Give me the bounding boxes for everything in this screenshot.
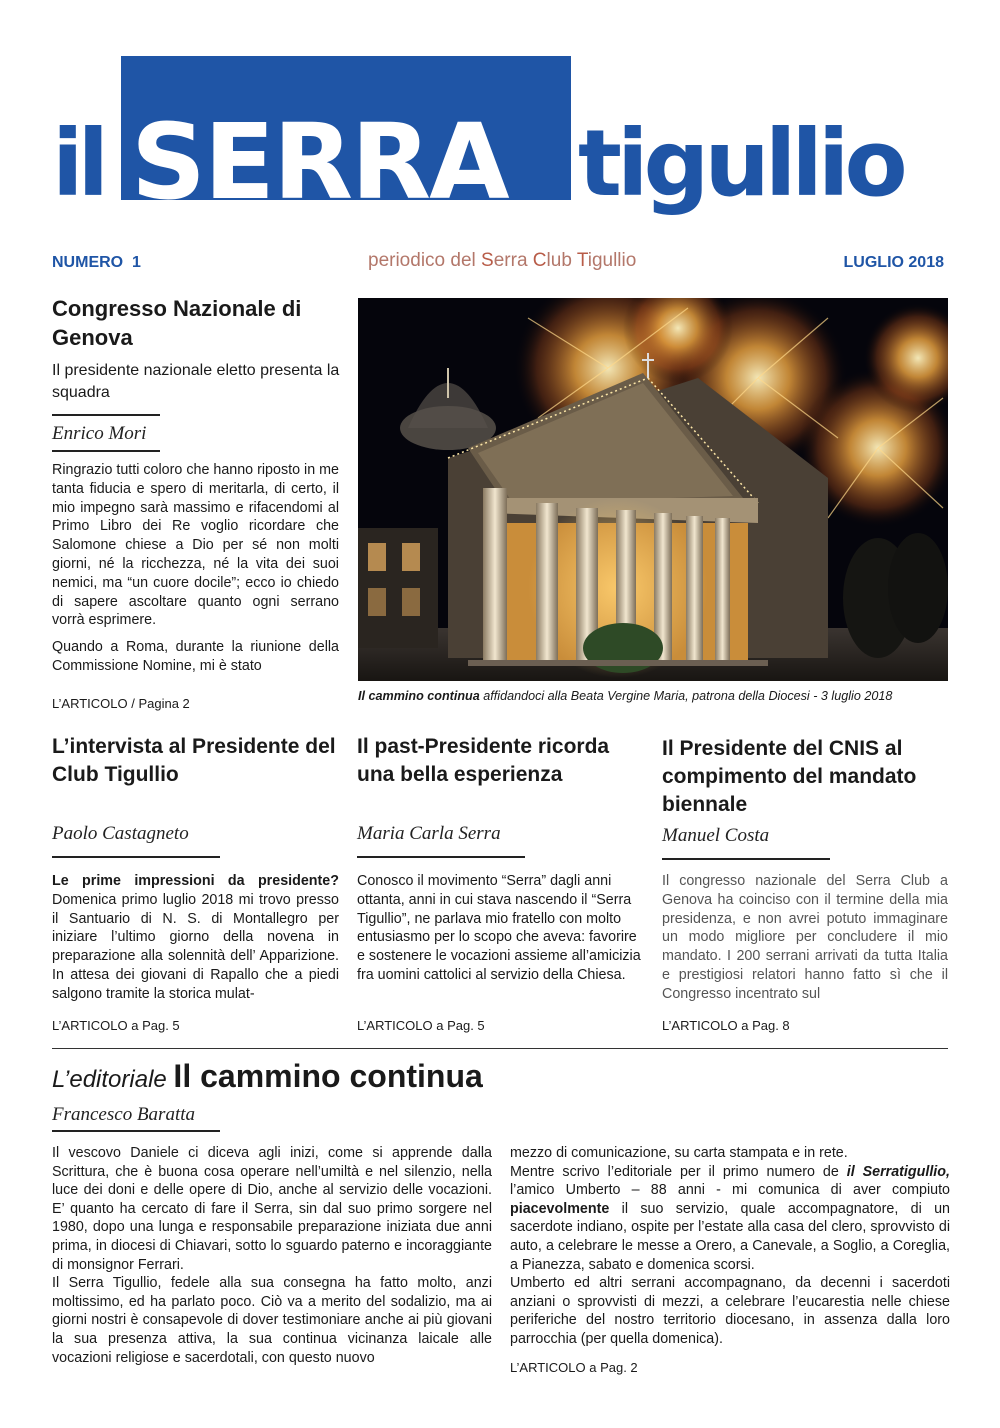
photo-illustration bbox=[358, 298, 948, 681]
col1-author: Paolo Castagneto bbox=[52, 823, 189, 844]
lead-rule-bottom bbox=[52, 450, 160, 452]
tagline-part: erra bbox=[493, 250, 533, 271]
lead-rule bbox=[52, 414, 160, 416]
editorial-author: Francesco Baratta bbox=[52, 1104, 196, 1125]
col1-lead-question: Le prime impressioni da presidente? bbox=[52, 873, 339, 889]
editorial-rule bbox=[52, 1130, 220, 1132]
col3-author: Manuel Costa bbox=[662, 825, 770, 846]
tagline bbox=[368, 250, 636, 272]
editorial-emphasis: piacevolmente bbox=[510, 1200, 610, 1217]
issue-number: NUMERO 1 bbox=[52, 254, 141, 271]
col3-body: Il congresso nazionale del Serra Club a Genova ha coinciso con il termine della mia presidenza, e non avrei potuto immaginare un modo migliore per concludere il mio mandato. I 200 serrani arrivati da tutta Italia e prestigiosi relatori hanno fatto sì che il Congresso incentrato sul bbox=[662, 873, 948, 1002]
cathedral-fireworks-photo bbox=[358, 298, 948, 681]
caption-text: affidandoci alla Beata Vergine Maria, patrona della Diocesi - 3 luglio 2018 bbox=[479, 689, 893, 703]
editorial-left-column bbox=[52, 1144, 492, 1384]
lead-subhead: Il presidente nazionale eletto presenta la squadra bbox=[52, 362, 340, 401]
tagline-part: periodico del bbox=[368, 250, 482, 271]
editorial-kicker: L’editoriale bbox=[52, 1066, 174, 1093]
col2-rule bbox=[357, 856, 525, 858]
caption-bold: Il cammino continua bbox=[358, 689, 480, 703]
col3-continue-link[interactable]: L’ARTICOLO a Pag. 8 bbox=[662, 1018, 790, 1033]
lead-headline: Congresso Nazionale di Genova bbox=[52, 296, 302, 350]
lead-body bbox=[52, 461, 339, 679]
col1-headline: L’intervista al Presidente del Club Tigullio bbox=[52, 735, 336, 786]
col2-body: Conosco il movimento “Serra” dagli anni ottanta, anni in cui stava nascendo il “Serra Tigullio”, ne parlava mio fratello con molto entusiasmo per lo scopo che aveva: favorire e sostenere le vocazioni assieme all’amicizia fra uomini cattolici al servizio della Chiesa. bbox=[357, 873, 641, 983]
editorial-text: l’amico Umberto – 88 anni - mi comunica di aver compiuto bbox=[510, 1182, 950, 1199]
col3-headline: Il Presidente del CNIS al compimento del mandato biennale bbox=[662, 737, 917, 816]
editorial-title bbox=[52, 1058, 483, 1095]
tagline-part: C bbox=[532, 250, 547, 271]
editorial-headline: Il cammino continua bbox=[173, 1058, 483, 1094]
masthead-il: il bbox=[52, 110, 104, 217]
editorial-paragraph: Il Serra Tigullio, fedele alla sua consegna ha fatto molto, anzi moltissimo, ed ha parlato poco. Ciò va a merito del sodalizio, ma ai giorni nostri è consapevole di dover testimoniare anche ai più giovani la sua presenza attiva, la sua continua vicinanza laicale alle vocazioni religiose e sacerdotali, con questo nuovo bbox=[52, 1275, 492, 1366]
col1-text: Domenica primo luglio 2018 mi trovo presso il Santuario di N. S. di Montallegro per iniziare l’ultimo giorno della novena in preparazione alla solennità dell’ Apparizione. In attesa dei giovani di Rapallo che a piedi salgono tramite la storica mulat- bbox=[52, 891, 339, 1002]
col1-rule bbox=[52, 856, 220, 858]
editorial-paragraph: Umberto ed altri serrani accompagnano, da decenni i sacerdoti anziani o sprovvisti di mezzi, a celebrare l’eucarestia nelle chiese periferiche del nostro territorio diocesano, in assenza dalla loro parrocchia (per quella domenica). bbox=[510, 1275, 950, 1347]
editorial-continue-link[interactable]: L’ARTICOLO a Pag. 2 bbox=[510, 1360, 638, 1375]
col2-author: Maria Carla Serra bbox=[357, 823, 501, 844]
editorial-text: Mentre scrivo l’editoriale per il primo numero de bbox=[510, 1163, 847, 1180]
editorial-text: il suo servizio, quale accompagnatore, di un sacerdote indiano, ospite per l’estate alla casa del clero, sprovvisto di auto, a celebrare le messe a Orero, a Canevale, a Soglio, a Coreglia, a Pianezza, sabato e domenica scorsi. bbox=[510, 1200, 950, 1273]
editorial-divider bbox=[52, 1048, 948, 1049]
tagline-part: igullio bbox=[587, 250, 637, 271]
col2-continue-link[interactable]: L’ARTICOLO a Pag. 5 bbox=[357, 1018, 485, 1033]
photo-caption bbox=[358, 689, 950, 703]
tagline-part: S bbox=[481, 250, 494, 271]
editorial-paragraph bbox=[510, 1163, 950, 1275]
lead-continue-link[interactable]: L’ARTICOLO / Pagina 2 bbox=[52, 696, 190, 711]
issue-date: LUGLIO 2018 bbox=[843, 254, 944, 271]
col2-headline: Il past-Presidente ricorda una bella esperienza bbox=[357, 735, 610, 786]
editorial-publication-name: il Serratigullio, bbox=[846, 1163, 950, 1180]
editorial-paragraph: Il vescovo Daniele ci diceva agli inizi, come si apprende dalla Scrittura, che è buona cosa operare nell’umiltà e nel silenzio, nella luce dei doni e delle opere di Dio, anche al servizio delle vocazioni. E’ quanto ha cercato di fare il Serra, sin dal suo primo sorgere nel 1980, dopo una lunga e responsabile preparazione iniziata due anni prima, in diocesi di Chiavari, sotto lo sguardo paterno e incoraggiante di monsignor Ferrari. bbox=[52, 1145, 492, 1273]
masthead-serra: SERRA bbox=[131, 101, 508, 223]
editorial-right-column bbox=[510, 1144, 950, 1356]
masthead-tigullio: tigullio bbox=[578, 110, 903, 217]
tagline-part: lub bbox=[546, 250, 577, 271]
lead-paragraph: Quando a Roma, durante la riunione della Commissione Nomine, mi è stato bbox=[52, 639, 339, 674]
lead-paragraph: Ringrazio tutti coloro che hanno riposto in me tanta fiducia e spero di meritarla, di certo, il mio impegno sarà massimo e rifacendomi al Primo Libro dei Re voglio ricordare che Salomone chiese a Dio per sé non molti giorni, né la ricchezza, né la vita dei suoi nemici, ma “un cuore docile”; ecco io chiedo di sapere ascoltare quanto ogni serrano vorrà esprimere. bbox=[52, 462, 339, 629]
col1-continue-link[interactable]: L’ARTICOLO a Pag. 5 bbox=[52, 1018, 180, 1033]
col1-body bbox=[52, 872, 339, 1004]
tagline-part: T bbox=[576, 250, 588, 271]
editorial-paragraph: mezzo di comunicazione, su carta stampata e in rete. bbox=[510, 1145, 848, 1161]
col3-rule bbox=[662, 858, 830, 860]
lead-author: Enrico Mori bbox=[52, 423, 147, 444]
